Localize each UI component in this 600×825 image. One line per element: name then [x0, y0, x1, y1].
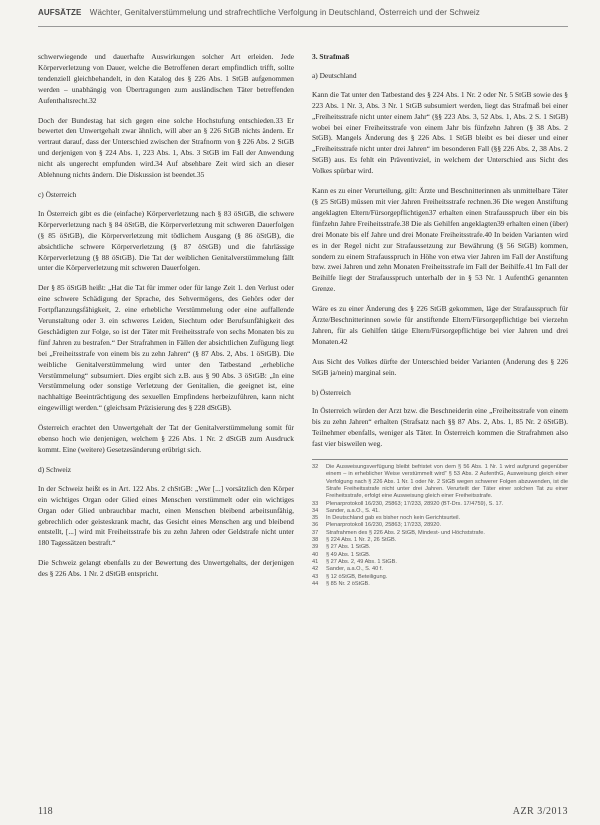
footnote-text: § 12 öStGB, Beteiligung.: [326, 573, 388, 580]
footnote: [312, 464, 568, 500]
footnote-number: 35: [312, 515, 319, 522]
footnote-text: § 27 Abs. 2, 49 Abs. 1 StGB.: [326, 558, 397, 565]
section-label: AUFSÄTZE: [38, 8, 82, 17]
footnote: [312, 559, 568, 566]
footnote-number: 37: [312, 529, 319, 536]
section-heading: 3. Strafmaß: [312, 52, 350, 61]
right-column: [312, 52, 568, 588]
header-rule: [38, 26, 568, 27]
footnote: [312, 544, 568, 551]
footnote: [312, 552, 568, 559]
footnote: [312, 508, 568, 515]
footnote-number: 39: [312, 544, 319, 551]
footnote: [312, 537, 568, 544]
footnote: [312, 515, 568, 522]
footnote-text: Plenarprotokoll 16/230, 25863; 17/233, 28920 (BT-Drs. 17/4759), S. 17.: [326, 500, 504, 507]
section-heading: d) Schweiz: [38, 464, 72, 474]
paragraph: In Österreich gibt es die (einfache) Körperverletzung nach § 83 öStGB, die schwere Körperverletzung nach § 84 öStGB, die Körperverletzung mit schweren Dauerfolgen (§ 85 öStGB), die Körperverletzung mit tödlichem Ausgang (§ 86 öStGB), die absichtliche schwere Körperverletzung (§ 87 öStGB) und die fahrlässige Körperverletzung (§ 88 öStGB). Die Tat der weiblichen Genitalverstümmelung fällt unter die Körperverletzung mit schweren Dauerfolgen.: [38, 208, 294, 273]
page-number: 118: [38, 806, 53, 817]
footnote-text: Die Ausweisungsverfügung bleibt befristet von dem § 56 Abs. 1 Nr. 1 wird aufgrund gegenüber einem – in erheblicher Weise verstümmelt wird“ § 53 Abs. 2 AufenthG, Ausweisung gleich einer Verfolgung nach § 226 Abs. 1 Nr. 1 oder Nr. 2 StGB wegen schwerer Folgen abzuwenden, ist die Strafe Freiheitsstrafe nicht unter drei Jahren. Verurteilt der Täter einer solchen Tat zu einer Freiheitsstrafe, erfolgt eine Ausweisung gleich einer Freiheitsstrafe.: [326, 464, 568, 500]
footnote-text: Sander, a.a.O., S. 40 f.: [326, 566, 383, 573]
footnote: [312, 522, 568, 529]
footnote: [312, 574, 568, 581]
footnote-text: § 27 Abs. 1 StGB.: [326, 544, 371, 551]
paragraph: Kann es zu einer Verurteilung, gilt: Ärzte und Beschnitterinnen als unmittelbare Täter (§ 25 StGB) müssen mit vier Jahren Freiheitsstrafe rechnen.36 Die wegen Anstiftung angeklagten Eltern/Fürsorgepflichtigen37 erhalten einen Strafausspruch über ein bis fünfzehn Jahre Freiheitsstrafe.38 Die als Gehilfen angeklagten39 erhalten einen (über) drei Monate bis elf Jahre und drei Monate Freiheitsstrafe.40 In beiden Varianten wird es in der Regel nicht zur Strafaussetzung zur Bewährung (§ 56 StGB) kommen, sondern zu einem Strafausspruch in Höhe von etwa vier Jahren im Fall der Anstiftung bzw. zwei Jahren und zehn Monaten Freiheitsstrafe im Fall der Beihilfe.41 Im Fall der Beihilfe liegt der Strafausspruch unterhalb der in § 53 Nr. 1 AufenthG genannten Grenze.: [312, 186, 568, 294]
footnote-number: 34: [312, 507, 319, 514]
running-header: [38, 8, 568, 17]
footnote-number: 32: [312, 464, 319, 471]
right-column-body: [312, 52, 568, 450]
footnotes: [312, 459, 568, 588]
footnote-text: § 49 Abs. 1 StGB.: [326, 551, 371, 558]
section-heading: a) Deutschland: [312, 70, 357, 80]
journal-reference: AZR 3/2013: [512, 806, 568, 817]
footnote-number: 41: [312, 558, 319, 565]
footnote-text: Strafrahmen des § 226 Abs. 2 StGB, Mindest- und Höchststrafe.: [326, 529, 485, 536]
footnote: [312, 530, 568, 537]
footnote-number: 40: [312, 551, 319, 558]
footnote-text: Sander, a.a.O., S. 41.: [326, 507, 380, 514]
footnote: [312, 501, 568, 508]
section-heading: c) Österreich: [38, 189, 77, 199]
footnote-number: 44: [312, 580, 319, 587]
footnote-text: § 224 Abs. 1 Nr. 2, 26 StGB.: [326, 537, 397, 544]
footnote: [312, 581, 568, 588]
footnote: [312, 566, 568, 573]
paragraph: Österreich erachtet den Unwertgehalt der Tat der Genitalverstümmelung somit für ebenso hoch wie denjenigen, welchem § 226 Abs. 1 Nr. 2 dStGB zum Ausdruck kommt. Eine (weitere) Gesetzesänderung erübrigt sich.: [38, 423, 294, 454]
paragraph: Der § 85 öStGB heißt: „Hat die Tat für immer oder für lange Zeit 1. den Verlust oder eine schwere Schädigung der Sprache, des Sehvermögens, des Gehörs oder der Fortpflanzungsfähigkeit, 2. eine erhebliche Verstümmelung oder eine auffallende Verunstaltung oder 3. ein schweres Leiden, Siechtum oder Berufsunfähigkeit des Geschädigten zur Folge, so ist der Täter mit Freiheitsstrafe von sechs Monaten bis zu fünf Jahren zu bestrafen.“ Der Strafrahmen in Fällen der absichtlichen Zufügung liegt bei „Freiheitsstrafe von einem bis zu zehn Jahren“ (§ 87 Abs. 2, Abs. 1 öStGB). Die weibliche Genitalverstümmelung wird unter den Tatbestand „erhebliche Verstümmelung“ subsumiert. Dies ergibt sich z.B. aus § 90 Abs. 3 öStGB: „In eine Verstümmelung oder sonstige Verletzung der Genitalien, die geeignet ist, eine nachhaltige Beeinträchtigung des sexuellen Empfindens herbeizuführen, kann nicht eingewilligt werden.“ (gleichsam Präzisierung des § 228 dStGB).: [38, 283, 294, 413]
paragraph: Kann die Tat unter den Tatbestand des § 224 Abs. 1 Nr. 2 oder Nr. 5 StGB sowie des § 223 Abs. 1 Nr. 3, Abs. 3 Nr. 1 StGB subsumiert werden, liegt das Strafmaß bei einer „Freiheitsstrafe nicht unter einem Jahr“ (§§ 223 Abs. 3, 52 Abs. 1, Abs. 2 S. 1 StGB) wobei bei einer Freiheitsstrafe von einem Jahr bis fünfzehn Jahren (§ 38 Abs. 2 StGB). Mangels Änderung des § 226 Abs. 1 StGB bleibt es bei dieser und einer „Freiheitsstrafe nicht unter drei Jahren“ im besonderen Fall (§§ 226 Abs. 2, 38 Abs. 2 StGB) aus. Es fehlt ein Präventivziel, in welchem der Unterschied aus Sicht des Volkes spürbar wird.: [312, 89, 568, 176]
footnote-number: 33: [312, 500, 319, 507]
footnote-number: 42: [312, 566, 319, 573]
paragraph: Aus Sicht des Volkes dürfte der Unterschied beider Varianten (Änderung des § 226 StGB ja/nein) marginal sein.: [312, 356, 568, 377]
paragraph: Wäre es zu einer Änderung des § 226 StGB gekommen, läge der Strafausspruch für Ärzte/Beschnitterinnen sowie für anstiftende Eltern/Fürsorgepflichtige bei vierzehn Jahren, für als Gehilfen tätige Eltern/Fürsorgepflichtige bei vier Jahren und drei Monaten.42: [312, 304, 568, 346]
footnote-number: 43: [312, 573, 319, 580]
paragraph: In der Schweiz heißt es in Art. 122 Abs. 2 chStGB: „Wer [...] vorsätzlich den Körper ein wichtiges Organ oder Glied eines Menschen verstümmelt oder ein wichtiges Organ oder Glied unbrauchbar macht, einen Menschen bleibend arbeitsunfähig, gebrechlich oder geisteskrank macht, das Gesicht eines Menschen arg und bleibend entstellt, [...] wird mit Freiheitsstrafe bis zu zehn Jahren oder Geldstrafe nicht unter 180 Tagessätzen bestraft.“: [38, 483, 294, 548]
paragraph: In Österreich würden der Arzt bzw. die Beschneiderin eine „Freiheitsstrafe von einem bis zu zehn Jahren“ erhalten (Strafsatz nach §§ 87 Abs. 2, Abs. 1, 85 Nr. 2 öStGB). Teilnehmer ebenfalls, weniger als Täter. In Österreich kommen die Strafrahmen also fast vier bisweilen weg.: [312, 406, 568, 449]
footnote-text: § 85 Nr. 2 öStGB.: [326, 580, 370, 587]
paragraph: Doch der Bundestag hat sich gegen eine solche Hochstufung entschieden.33 Er bewertet den Unwertgehalt zwar ähnlich, will aber an § 226 StGB nichts ändern. Er vertraut darauf, dass der Unterschied zwischen der Strafnorm von § 226 Abs. 2 StGB und derjenigen von § 224 Abs. 1, 223 Abs. 1, Abs. 3 StGB im Fall der Anwendung nicht als ungerecht empfunden wird.34 Auf absehbare Zeit wird sich an dieser Ablehnung nichts ändern. Die Diskussion ist beendet.35: [38, 115, 294, 180]
article-title: Wächter, Genitalverstümmelung und strafrechtliche Verfolgung in Deutschland, Österreich und der Schweiz: [89, 8, 480, 17]
footnote-text: Plenarprotokoll 16/230, 25863; 17/233, 28920.: [326, 522, 442, 529]
section-heading: b) Österreich: [312, 387, 351, 397]
paragraph: schwerwiegende und dauerhafte Auswirkungen solcher Art erleiden. Jede Körperverletzung von Dauer, welche die Betroffenen derart empfindlich trifft, sollte tendenziell gleichbehandelt, in den Katalog des § 226 Abs. 1 StGB aufgenommen werden – unabhängig von Übertragungen zum ausländischen Täter betreffenden Aufenthaltsrecht.32: [38, 52, 294, 105]
left-column: [38, 52, 294, 589]
paragraph: Die Schweiz gelangt ebenfalls zu der Bewertung des Unwertgehalts, der derjenigen des § 226 Abs. 1 Nr. 2 dStGB entspricht.: [38, 558, 294, 579]
footnote-number: 36: [312, 522, 319, 529]
footnote-number: 38: [312, 537, 319, 544]
footnote-text: In Deutschland gab es bisher noch kein Gerichtsurteil.: [326, 515, 461, 522]
